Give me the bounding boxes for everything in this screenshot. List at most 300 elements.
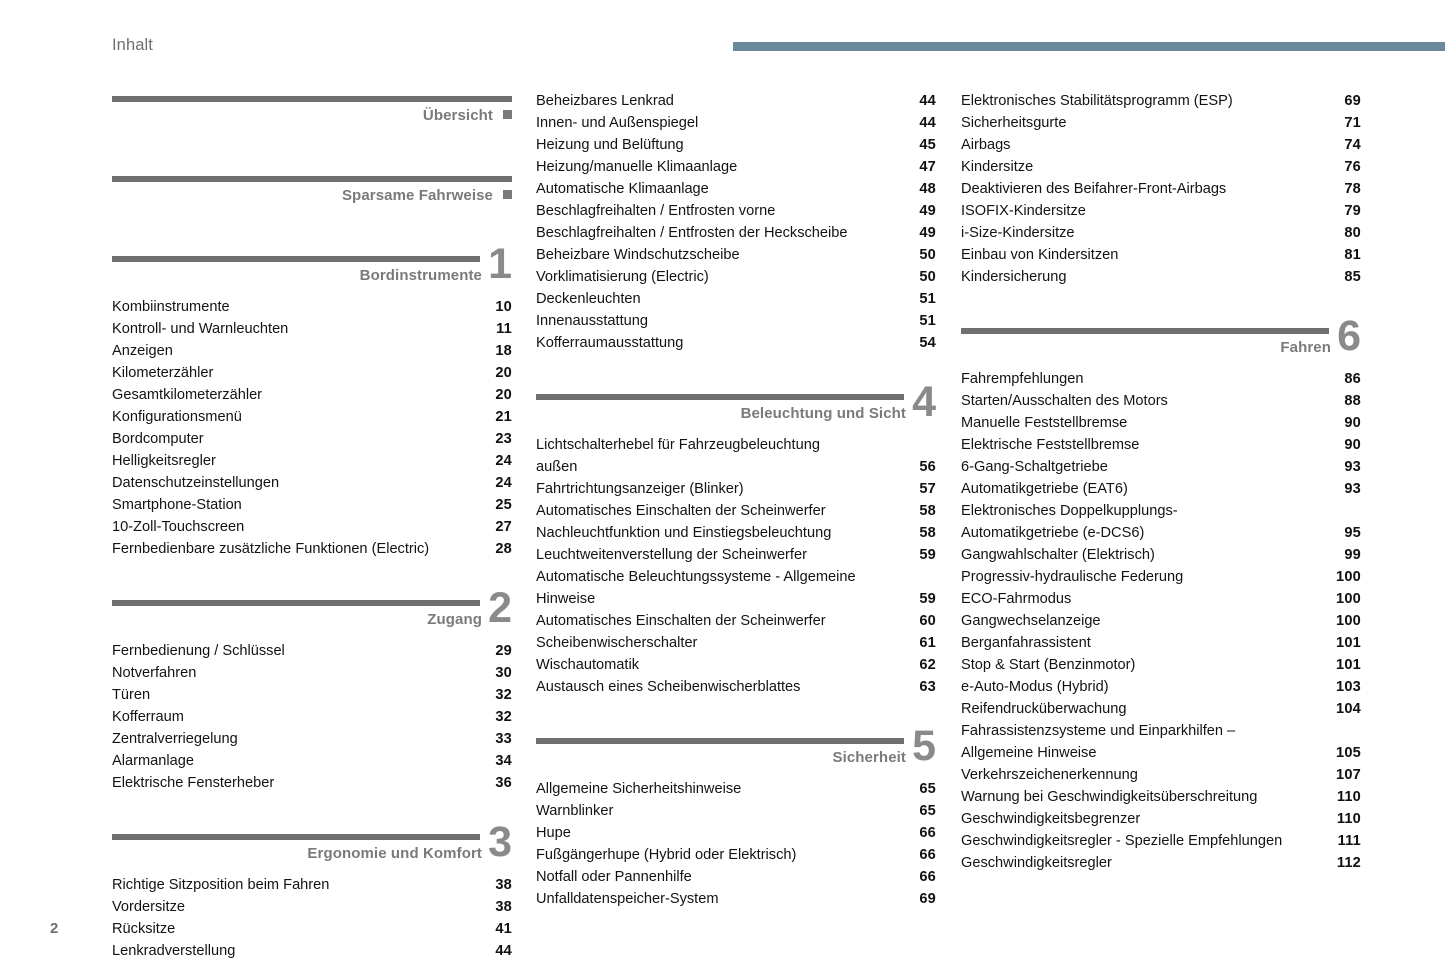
toc-entry-label: Hinweise [536, 591, 596, 607]
toc-entry[interactable] [112, 728, 512, 750]
toc-entry-label: Deckenleuchten [536, 291, 641, 307]
toc-entry[interactable] [112, 896, 512, 918]
toc-entry-page-number: 34 [495, 753, 512, 769]
toc-entry[interactable] [536, 778, 936, 800]
toc-entry-page-number: 65 [919, 803, 936, 819]
toc-entry-page-number: 59 [919, 591, 936, 607]
toc-entry-label: Helligkeitsregler [112, 453, 216, 469]
section-title: Fahren [1280, 339, 1331, 356]
toc-entry-label: Leuchtweitenverstellung der Scheinwerfer [536, 547, 807, 563]
toc-entry[interactable] [112, 340, 512, 362]
toc-entry[interactable] [961, 852, 1361, 874]
toc-entry-label: Vordersitze [112, 899, 186, 915]
toc-entry-label: Automatisches Einschalten der Scheinwerfer [536, 503, 826, 519]
toc-entry-page-number: 66 [919, 847, 936, 863]
section-number: 2 [488, 584, 512, 632]
toc-entry-label: Automatische Klimaanlage [536, 181, 709, 197]
toc-entry-label: Notfall oder Pannenhilfe [536, 869, 692, 885]
toc-entry-label: Fernbedienbare zusätzliche Funktionen (Electric) [112, 541, 430, 557]
section-gap [112, 216, 512, 250]
toc-entry-label: e-Auto-Modus (Hybrid) [961, 679, 1109, 695]
toc-entry-label: Austausch eines Scheibenwischerblattes [536, 679, 801, 695]
toc-entry-page-number: 65 [919, 781, 936, 797]
toc-entry-label: Automatikgetriebe (e-DCS6) [961, 525, 1145, 541]
toc-entry[interactable] [961, 566, 1361, 588]
section-rule [112, 176, 512, 182]
toc-entry-label: Zentralverriegelung [112, 731, 238, 747]
toc-entry-label: Unfalldatenspeicher-System [536, 891, 719, 907]
toc-entry-page-number: 33 [495, 731, 512, 747]
toc-entry-page-number: 50 [919, 247, 936, 263]
toc-entry-list [536, 90, 936, 354]
toc-entry-page-number: 100 [1336, 591, 1361, 607]
section-number: 5 [912, 722, 936, 770]
toc-entry-label: Smartphone-Station [112, 497, 242, 513]
toc-entry[interactable] [112, 750, 512, 772]
toc-entry-page-number: 86 [1344, 371, 1361, 387]
toc-entry-page-number: 49 [919, 203, 936, 219]
toc-entry-label: Anzeigen [112, 343, 173, 359]
toc-entry-page-number: 76 [1344, 159, 1361, 175]
toc-entry-label: Innenausstattung [536, 313, 648, 329]
toc-entry[interactable] [961, 156, 1361, 178]
toc-entry[interactable] [961, 90, 1361, 112]
toc-entry[interactable] [536, 244, 936, 266]
section-title: Sicherheit [832, 749, 906, 766]
toc-entry-label: 10-Zoll-Touchscreen [112, 519, 245, 535]
toc-entry-label: Progressiv-hydraulische Federung [961, 569, 1184, 585]
toc-entry[interactable] [961, 808, 1361, 830]
toc-entry-label: Automatisches Einschalten der Scheinwerfer [536, 613, 826, 629]
toc-entry-page-number: 58 [919, 525, 936, 541]
toc-entry-label: Sicherheitsgurte [961, 115, 1067, 131]
toc-entry-page-number: 24 [495, 475, 512, 491]
toc-entry-label: Türen [112, 687, 151, 703]
toc-entry-label: Beheizbares Lenkrad [536, 93, 674, 109]
section-gap [112, 794, 512, 828]
toc-entry-page-number: 20 [495, 365, 512, 381]
toc-entry-page-number: 50 [919, 269, 936, 285]
toc-entry-label: Gangwechselanzeige [961, 613, 1101, 629]
toc-entry-page-number: 88 [1344, 393, 1361, 409]
column-left [112, 90, 512, 962]
section-square-marker-icon [503, 110, 512, 119]
toc-entry[interactable] [961, 368, 1361, 390]
toc-entry-page-number: 44 [919, 93, 936, 109]
column-middle [536, 90, 936, 910]
section-title: Zugang [427, 611, 482, 628]
toc-entry-label: Allgemeine Sicherheitshinweise [536, 781, 742, 797]
toc-entry[interactable] [112, 428, 512, 450]
section-title: Beleuchtung und Sicht [740, 405, 906, 422]
toc-entry[interactable] [961, 412, 1361, 434]
toc-entry-label: i-Size-Kindersitze [961, 225, 1075, 241]
toc-entry-label: Kofferraum [112, 709, 184, 725]
toc-entry-page-number: 101 [1336, 657, 1361, 673]
toc-entry[interactable] [961, 764, 1361, 786]
toc-entry[interactable] [961, 654, 1361, 676]
toc-entry-list [536, 778, 936, 910]
toc-entry[interactable] [536, 822, 936, 844]
toc-entry[interactable] [536, 178, 936, 200]
toc-entry-page-number: 66 [919, 869, 936, 885]
toc-entry-page-number: 45 [919, 137, 936, 153]
toc-entry-label: außen [536, 459, 578, 475]
toc-entry-label: Elektronisches Doppelkupplungs- [961, 503, 1178, 519]
section-header [112, 170, 512, 216]
toc-entry-label: Lenkradverstellung [112, 943, 236, 959]
toc-entry-label: 6-Gang-Schaltgetriebe [961, 459, 1108, 475]
toc-entry-page-number: 95 [1344, 525, 1361, 541]
toc-entry-label: Airbags [961, 137, 1011, 153]
toc-entry-label: Nachleuchtfunktion und Einstiegsbeleuchtung [536, 525, 832, 541]
toc-entry-page-number: 101 [1336, 635, 1361, 651]
toc-entry[interactable] [961, 200, 1361, 222]
toc-entry-label: Kontroll- und Warnleuchten [112, 321, 289, 337]
page-title: Inhalt [112, 36, 153, 54]
section-gap [112, 136, 512, 170]
toc-entry[interactable] [112, 684, 512, 706]
toc-entry-page-number: 18 [495, 343, 512, 359]
toc-entry-label: Warnblinker [536, 803, 614, 819]
toc-entry[interactable] [536, 200, 936, 222]
footer-page-number: 2 [50, 920, 59, 937]
toc-entry-page-number: 110 [1336, 811, 1361, 827]
toc-entry-page-number: 57 [919, 481, 936, 497]
toc-entry[interactable] [536, 500, 936, 522]
toc-entry-label: Hupe [536, 825, 571, 841]
section-header [536, 378, 936, 434]
toc-entry-label: Alarmanlage [112, 753, 194, 769]
toc-entry[interactable] [961, 434, 1361, 456]
toc-entry-page-number: 99 [1344, 547, 1361, 563]
toc-entry-page-number: 61 [919, 635, 936, 651]
toc-columns [0, 90, 1445, 959]
toc-entry-label: Heizung/manuelle Klimaanlage [536, 159, 738, 175]
toc-entry[interactable] [961, 632, 1361, 654]
toc-entry[interactable] [536, 654, 936, 676]
toc-entry[interactable] [112, 940, 512, 962]
toc-entry-page-number: 54 [919, 335, 936, 351]
toc-entry[interactable] [536, 544, 936, 566]
toc-entry[interactable] [961, 786, 1361, 808]
toc-entry-page-number: 103 [1336, 679, 1361, 695]
section-title: Übersicht [422, 107, 493, 124]
toc-entry-page-number: 51 [919, 291, 936, 307]
toc-entry[interactable] [961, 830, 1361, 852]
section-rule [112, 256, 480, 262]
toc-entry[interactable] [961, 522, 1361, 544]
section-square-marker-icon [503, 190, 512, 199]
toc-entry-page-number: 69 [919, 891, 936, 907]
toc-entry-page-number: 90 [1344, 437, 1361, 453]
toc-entry-page-number: 11 [496, 321, 512, 337]
toc-entry-label: Wischautomatik [536, 657, 639, 673]
toc-entry-page-number: 27 [495, 519, 512, 535]
toc-entry-label: Beheizbare Windschutzscheibe [536, 247, 740, 263]
toc-entry-page-number: 21 [495, 409, 512, 425]
toc-entry[interactable] [112, 516, 512, 538]
toc-entry-label: Beschlagfreihalten / Entfrosten der Heckscheibe [536, 225, 848, 241]
toc-entry[interactable] [112, 772, 512, 794]
toc-entry-page-number: 63 [919, 679, 936, 695]
toc-entry[interactable] [112, 362, 512, 384]
toc-entry[interactable] [961, 390, 1361, 412]
toc-entry-label: Geschwindigkeitsregler - Spezielle Empfehlungen [961, 833, 1283, 849]
toc-entry-label: Konfigurationsmenü [112, 409, 242, 425]
toc-entry[interactable] [961, 134, 1361, 156]
toc-entry[interactable] [536, 588, 936, 610]
toc-entry-label: Lichtschalterhebel für Fahrzeugbeleuchtung [536, 437, 820, 453]
toc-entry-page-number: 105 [1336, 745, 1361, 761]
toc-entry[interactable] [961, 588, 1361, 610]
toc-entry-label: ISOFIX-Kindersitze [961, 203, 1086, 219]
toc-entry[interactable] [536, 866, 936, 888]
toc-entry-label: Innen- und Außenspiegel [536, 115, 699, 131]
section-gap [536, 354, 936, 388]
section-header [112, 818, 512, 874]
toc-entry-list [961, 368, 1361, 874]
toc-entry-page-number: 49 [919, 225, 936, 241]
toc-entry-label: Starten/Ausschalten des Motors [961, 393, 1168, 409]
toc-entry[interactable] [112, 406, 512, 428]
toc-entry-page-number: 110 [1336, 789, 1361, 805]
toc-entry-label: Elektronisches Stabilitätsprogramm (ESP) [961, 93, 1233, 109]
toc-entry-page-number: 69 [1344, 93, 1361, 109]
toc-entry[interactable] [536, 112, 936, 134]
section-number: 4 [912, 378, 936, 426]
toc-entry[interactable] [112, 450, 512, 472]
section-header [961, 312, 1361, 368]
toc-entry[interactable] [536, 566, 936, 588]
toc-entry[interactable] [112, 318, 512, 340]
section-header [112, 584, 512, 640]
toc-entry-page-number: 74 [1344, 137, 1361, 153]
toc-entry-page-number: 78 [1344, 181, 1361, 197]
toc-entry-page-number: 111 [1337, 833, 1361, 849]
section-rule [961, 328, 1329, 334]
toc-entry[interactable] [112, 640, 512, 662]
toc-entry-label: Heizung und Belüftung [536, 137, 684, 153]
toc-entry-page-number: 81 [1344, 247, 1361, 263]
toc-entry-page-number: 51 [919, 313, 936, 329]
toc-entry-label: Fahrassistenzsysteme und Einparkhilfen – [961, 723, 1236, 739]
toc-entry-page-number: 58 [919, 503, 936, 519]
toc-entry[interactable] [961, 222, 1361, 244]
toc-entry-page-number: 20 [495, 387, 512, 403]
toc-entry[interactable] [536, 844, 936, 866]
section-gap [536, 698, 936, 732]
toc-entry-page-number: 71 [1344, 115, 1361, 131]
toc-entry-page-number: 62 [919, 657, 936, 673]
page-header [0, 34, 1445, 60]
toc-entry-label: Rücksitze [112, 921, 176, 937]
toc-entry-label: Bordcomputer [112, 431, 204, 447]
toc-entry[interactable] [536, 888, 936, 910]
toc-entry[interactable] [961, 266, 1361, 288]
toc-entry[interactable] [112, 296, 512, 318]
toc-entry-page-number: 100 [1336, 569, 1361, 585]
toc-entry-list [112, 640, 512, 794]
toc-entry-label: Vorklimatisierung (Electric) [536, 269, 709, 285]
toc-entry-label: Reifendrucküberwachung [961, 701, 1127, 717]
toc-entry-label: Berganfahrassistent [961, 635, 1091, 651]
toc-entry-list [961, 90, 1361, 288]
toc-entry-label: Richtige Sitzposition beim Fahren [112, 877, 330, 893]
toc-entry[interactable] [112, 494, 512, 516]
toc-entry-page-number: 47 [919, 159, 936, 175]
toc-entry-label: Gesamtkilometerzähler [112, 387, 263, 403]
toc-entry-page-number: 59 [919, 547, 936, 563]
toc-entry-page-number: 56 [919, 459, 936, 475]
toc-entry-page-number: 85 [1344, 269, 1361, 285]
toc-entry-page-number: 79 [1344, 203, 1361, 219]
toc-entry[interactable] [961, 610, 1361, 632]
toc-entry-label: Manuelle Feststellbremse [961, 415, 1128, 431]
toc-entry-label: Verkehrszeichenerkennung [961, 767, 1138, 783]
toc-entry[interactable] [961, 500, 1361, 522]
toc-entry-label: Fahrtrichtungsanzeiger (Blinker) [536, 481, 744, 497]
toc-entry[interactable] [536, 456, 936, 478]
section-title: Ergonomie und Komfort [307, 845, 482, 862]
section-gap [112, 560, 512, 594]
toc-entry-list [112, 874, 512, 962]
toc-entry[interactable] [112, 662, 512, 684]
toc-entry-label: Gangwahlschalter (Elektrisch) [961, 547, 1155, 563]
toc-entry[interactable] [961, 676, 1361, 698]
section-header [112, 90, 512, 136]
toc-entry[interactable] [112, 874, 512, 896]
toc-entry[interactable] [112, 918, 512, 940]
section-number: 3 [488, 818, 512, 866]
toc-entry-label: Notverfahren [112, 665, 197, 681]
section-number: 1 [488, 240, 512, 288]
toc-entry-page-number: 41 [495, 921, 512, 937]
toc-entry-label: Scheibenwischerschalter [536, 635, 698, 651]
toc-entry-page-number: 36 [495, 775, 512, 791]
toc-entry-label: Warnung bei Geschwindigkeitsüberschreitung [961, 789, 1258, 805]
toc-entry[interactable] [536, 222, 936, 244]
toc-entry[interactable] [536, 332, 936, 354]
toc-entry-page-number: 32 [495, 709, 512, 725]
toc-entry-page-number: 10 [495, 299, 512, 315]
section-title: Sparsame Fahrweise [341, 187, 493, 204]
section-rule [112, 600, 480, 606]
toc-entry-page-number: 80 [1344, 225, 1361, 241]
toc-entry-label: Fußgängerhupe (Hybrid oder Elektrisch) [536, 847, 797, 863]
toc-entry-label: Elektrische Fensterheber [112, 775, 275, 791]
section-gap [961, 288, 1361, 322]
toc-entry[interactable] [536, 800, 936, 822]
toc-entry-label: Geschwindigkeitsregler [961, 855, 1112, 871]
toc-entry[interactable] [961, 478, 1361, 500]
toc-entry-label: Fernbedienung / Schlüssel [112, 643, 285, 659]
toc-entry[interactable] [536, 676, 936, 698]
toc-entry-page-number: 48 [919, 181, 936, 197]
section-rule [112, 96, 512, 102]
toc-entry-page-number: 29 [495, 643, 512, 659]
toc-entry-label: Kilometerzähler [112, 365, 214, 381]
toc-entry-page-number: 90 [1344, 415, 1361, 431]
toc-entry[interactable] [536, 90, 936, 112]
toc-entry[interactable] [536, 156, 936, 178]
toc-entry-page-number: 107 [1336, 767, 1361, 783]
section-header [112, 240, 512, 296]
toc-entry-page-number: 38 [495, 899, 512, 915]
toc-entry-label: Beschlagfreihalten / Entfrosten vorne [536, 203, 776, 219]
toc-entry-page-number: 112 [1336, 855, 1361, 871]
toc-entry-page-number: 104 [1336, 701, 1361, 717]
toc-entry[interactable] [961, 720, 1361, 742]
toc-entry-label: Automatikgetriebe (EAT6) [961, 481, 1128, 497]
toc-entry[interactable] [536, 310, 936, 332]
toc-entry-label: Geschwindigkeitsbegrenzer [961, 811, 1141, 827]
toc-entry-page-number: 28 [495, 541, 512, 557]
toc-entry-label: Fahrempfehlungen [961, 371, 1084, 387]
toc-entry-page-number: 38 [495, 877, 512, 893]
toc-entry-page-number: 60 [919, 613, 936, 629]
toc-entry[interactable] [112, 384, 512, 406]
toc-entry[interactable] [961, 698, 1361, 720]
toc-entry-label: Elektrische Feststellbremse [961, 437, 1140, 453]
toc-entry-label: Automatische Beleuchtungssysteme - Allgemeine [536, 569, 856, 585]
toc-entry-page-number: 32 [495, 687, 512, 703]
toc-entry-page-number: 44 [495, 943, 512, 959]
toc-entry-label: Kombiinstrumente [112, 299, 230, 315]
toc-entry-list [536, 434, 936, 698]
toc-entry-page-number: 24 [495, 453, 512, 469]
toc-entry[interactable] [112, 472, 512, 494]
toc-entry[interactable] [112, 706, 512, 728]
toc-entry-page-number: 23 [495, 431, 512, 447]
toc-entry-page-number: 66 [919, 825, 936, 841]
toc-entry[interactable] [112, 538, 512, 560]
toc-entry-page-number: 100 [1336, 613, 1361, 629]
section-rule [536, 738, 904, 744]
section-rule [112, 834, 480, 840]
toc-entry[interactable] [961, 178, 1361, 200]
toc-entry-page-number: 44 [919, 115, 936, 131]
section-header [536, 722, 936, 778]
toc-entry[interactable] [536, 478, 936, 500]
section-title: Bordinstrumente [359, 267, 482, 284]
toc-entry[interactable] [536, 434, 936, 456]
toc-entry-page-number: 93 [1344, 459, 1361, 475]
section-number: 6 [1337, 312, 1361, 360]
toc-entry[interactable] [536, 266, 936, 288]
toc-entry[interactable] [536, 288, 936, 310]
toc-entry[interactable] [961, 742, 1361, 764]
toc-entry-page-number: 93 [1344, 481, 1361, 497]
toc-entry[interactable] [536, 134, 936, 156]
toc-entry-label: Stop & Start (Benzinmotor) [961, 657, 1136, 673]
toc-entry-label: Kindersicherung [961, 269, 1067, 285]
toc-entry[interactable] [961, 244, 1361, 266]
toc-entry-label: Allgemeine Hinweise [961, 745, 1097, 761]
toc-entry[interactable] [961, 544, 1361, 566]
toc-entry-label: Kindersitze [961, 159, 1034, 175]
toc-entry-label: Kofferraumausstattung [536, 335, 684, 351]
toc-entry[interactable] [961, 112, 1361, 134]
header-rule [733, 42, 1445, 51]
toc-entry[interactable] [961, 456, 1361, 478]
toc-entry-page-number: 30 [495, 665, 512, 681]
toc-entry[interactable] [536, 632, 936, 654]
toc-entry[interactable] [536, 610, 936, 632]
toc-entry-list [112, 296, 512, 560]
toc-entry[interactable] [536, 522, 936, 544]
column-right [961, 90, 1361, 874]
